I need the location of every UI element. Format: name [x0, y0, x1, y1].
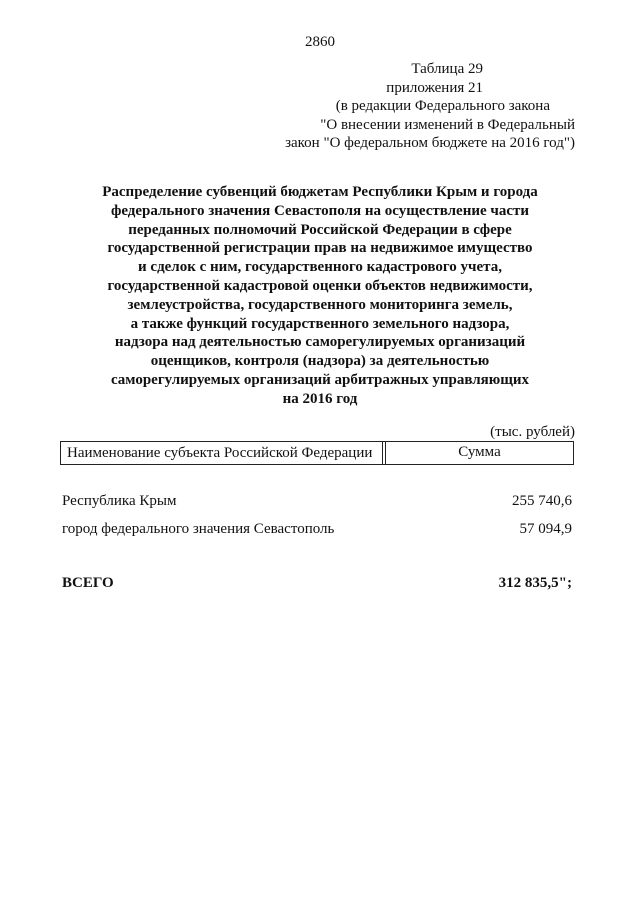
- page-number: 2860: [305, 34, 335, 50]
- title-line: надзора над деятельностью саморегулируемых организаций: [114, 334, 526, 351]
- caption-edition: (в редакции Федерального закона: [335, 98, 550, 114]
- table-header: [60, 441, 574, 465]
- row-value: 57 094,9: [519, 521, 572, 537]
- title-line: и сделок с ним, государственного кадастрового учета,: [138, 259, 502, 276]
- title-line: государственной кадастровой оценки объектов недвижимости,: [107, 277, 533, 294]
- title-line: федерального значения Севастополя на осуществление части: [110, 202, 530, 219]
- title-line: на 2016 год: [282, 390, 358, 407]
- title-line: саморегулируемых организаций арбитражных управляющих: [110, 371, 530, 388]
- title-line: оценщиков, контроля (надзора) за деятельностью: [150, 353, 490, 370]
- header-name-cell: Наименование субъекта Российской Федерации: [61, 442, 386, 464]
- caption-law-line-1: "О внесении изменений в Федеральный: [320, 116, 575, 133]
- caption-law-line-2: закон "О федеральном бюджете на 2016 год"): [285, 135, 575, 151]
- table-caption: [230, 60, 575, 153]
- title-line: государственной регистрации прав на недвижимое имущество: [107, 240, 533, 257]
- row-name: Республика Крым: [62, 493, 177, 509]
- total-row: [62, 575, 572, 592]
- header-sum-cell: Сумма: [458, 444, 501, 460]
- units-label: (тыс. рублей): [490, 424, 575, 440]
- title-line: а также функций государственного земельного надзора,: [130, 315, 510, 332]
- caption-appendix: приложения 21: [386, 79, 483, 96]
- document-title: [60, 183, 580, 409]
- title-line: землеустройства, государственного мониторинга земель,: [127, 296, 513, 313]
- title-line: Распределение субвенций бюджетам Республики Крым и города: [102, 184, 538, 200]
- total-value: 312 835,5";: [498, 575, 572, 591]
- row-name: город федерального значения Севастополь: [62, 521, 335, 537]
- caption-table-number: Таблица 29: [411, 61, 483, 77]
- table-row: [62, 493, 572, 510]
- table-row: [62, 521, 572, 538]
- row-value: 255 740,6: [512, 493, 572, 509]
- total-label: ВСЕГО: [62, 575, 114, 591]
- title-line: переданных полномочий Российской Федерации в сфере: [128, 221, 512, 238]
